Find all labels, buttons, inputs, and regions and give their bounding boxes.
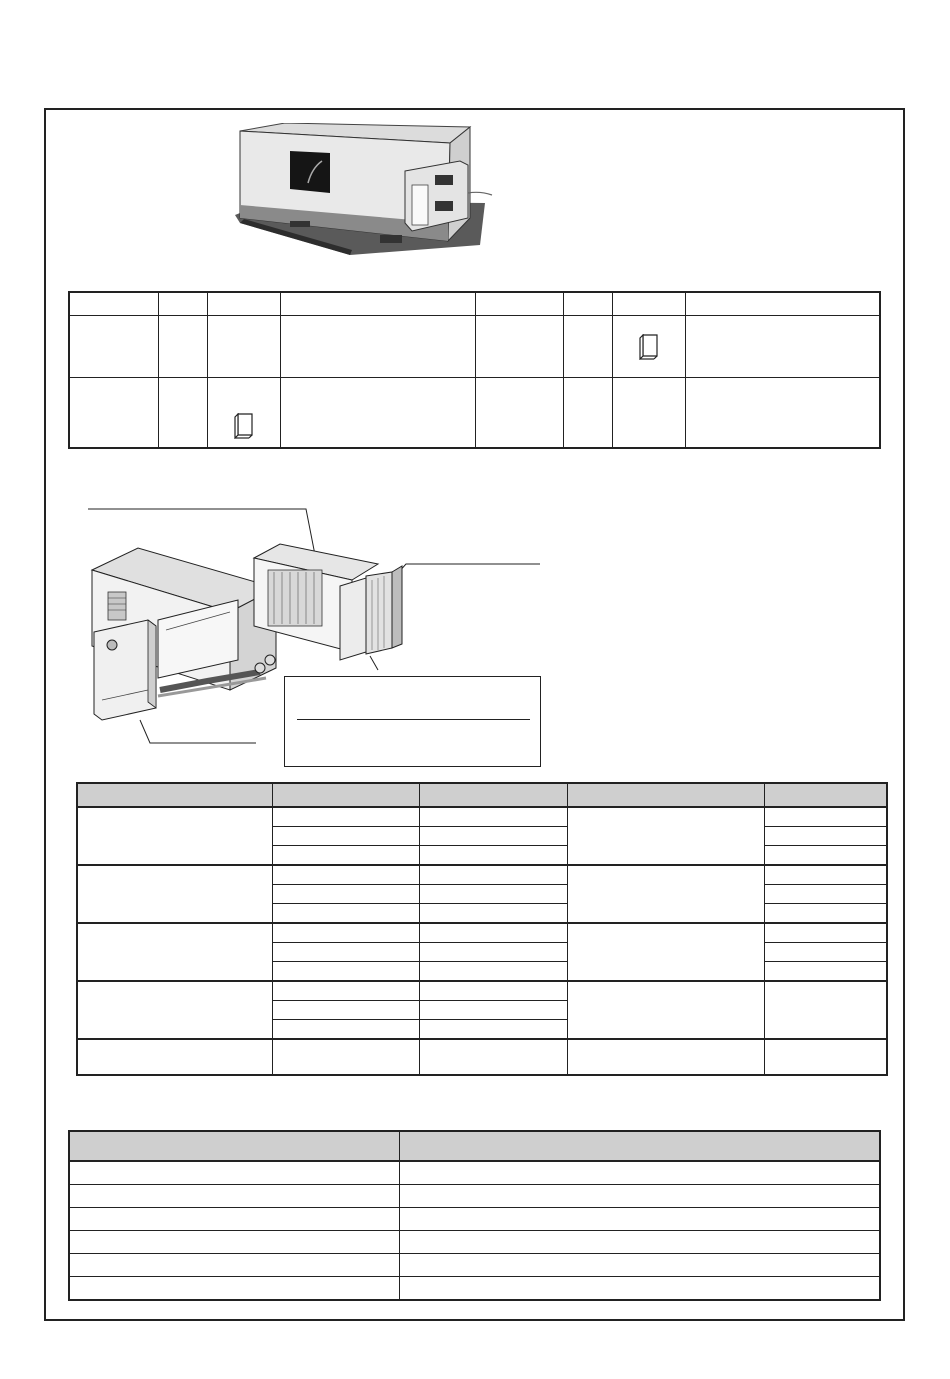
table-cell	[764, 943, 887, 962]
table-row	[69, 316, 880, 378]
table-header-row	[69, 292, 880, 316]
table-cell	[272, 1020, 419, 1040]
table-cell	[764, 885, 887, 904]
table-header-cell	[685, 292, 880, 316]
table-cell	[399, 1185, 880, 1208]
table-header-cell	[69, 1131, 399, 1161]
table-cell	[419, 846, 567, 866]
table-cell	[69, 378, 158, 449]
table-header-cell	[272, 783, 419, 807]
table-cell	[399, 1208, 880, 1231]
table-cell	[272, 943, 419, 962]
table-header-cell	[419, 783, 567, 807]
table-cell	[475, 316, 563, 378]
table-cell	[419, 1039, 567, 1075]
table-cell	[567, 1039, 764, 1075]
table-cell	[419, 943, 567, 962]
table-cell	[158, 316, 207, 378]
specification-table	[76, 782, 888, 1076]
table-cell	[272, 904, 419, 924]
table-cell	[69, 1254, 399, 1277]
book-icon	[208, 413, 280, 439]
table-header-cell	[280, 292, 475, 316]
table-cell	[475, 378, 563, 449]
unit-photo	[230, 123, 495, 258]
table-cell	[764, 865, 887, 885]
table-cell	[563, 316, 612, 378]
table-header-cell	[567, 783, 764, 807]
table-header-cell	[69, 292, 158, 316]
table-cell	[272, 865, 419, 885]
model-list-table	[68, 291, 881, 449]
table-cell	[764, 1039, 887, 1075]
table-header-cell	[612, 292, 685, 316]
table-row	[77, 807, 887, 827]
table-cell	[272, 846, 419, 866]
table-cell	[419, 1001, 567, 1020]
table-cell	[764, 981, 887, 1039]
table-cell	[567, 807, 764, 865]
table-cell	[69, 1161, 399, 1185]
table-row	[77, 981, 887, 1001]
table-header-cell	[77, 783, 272, 807]
book-icon	[613, 334, 685, 360]
table-header-cell	[764, 783, 887, 807]
table-row	[69, 1208, 880, 1231]
table-cell	[272, 962, 419, 982]
group-label-cell	[77, 865, 272, 923]
table-header-row	[77, 783, 887, 807]
table-row	[69, 1254, 880, 1277]
table-cell	[280, 316, 475, 378]
table-cell	[419, 981, 567, 1001]
table-cell	[272, 807, 419, 827]
table-row	[77, 923, 887, 943]
table-cell	[272, 923, 419, 943]
callout-box	[284, 676, 541, 767]
table-header-cell	[475, 292, 563, 316]
table-cell	[272, 827, 419, 846]
table-header-cell	[399, 1131, 880, 1161]
table-cell	[764, 807, 887, 827]
table-cell	[207, 378, 280, 449]
table-cell	[567, 865, 764, 923]
table-cell	[419, 962, 567, 982]
table-cell	[419, 904, 567, 924]
table-header-cell	[207, 292, 280, 316]
accessory-table	[68, 1130, 881, 1301]
table-cell	[419, 807, 567, 827]
table-cell	[69, 1277, 399, 1301]
table-cell	[764, 962, 887, 982]
group-label-cell	[77, 807, 272, 865]
table-cell	[158, 378, 207, 449]
group-label-cell	[77, 923, 272, 981]
table-cell	[272, 885, 419, 904]
table-cell	[567, 923, 764, 981]
table-cell	[69, 1231, 399, 1254]
table-cell	[612, 378, 685, 449]
table-cell	[419, 865, 567, 885]
table-row	[77, 1039, 887, 1075]
table-cell	[69, 1208, 399, 1231]
table-cell	[419, 1020, 567, 1040]
table-cell	[419, 885, 567, 904]
table-cell	[612, 316, 685, 378]
table-cell	[764, 904, 887, 924]
table-cell	[419, 827, 567, 846]
table-cell	[685, 316, 880, 378]
table-header-cell	[563, 292, 612, 316]
table-cell	[272, 981, 419, 1001]
table-cell	[764, 827, 887, 846]
table-row	[69, 1185, 880, 1208]
table-cell	[567, 981, 764, 1039]
table-cell	[272, 1039, 419, 1075]
table-cell	[69, 316, 158, 378]
table-cell	[272, 1001, 419, 1020]
table-cell	[69, 1185, 399, 1208]
table-row	[69, 1277, 880, 1301]
group-label-cell	[77, 981, 272, 1039]
table-cell	[563, 378, 612, 449]
table-row	[77, 865, 887, 885]
table-cell	[685, 378, 880, 449]
table-cell	[399, 1254, 880, 1277]
callout-divider	[297, 719, 530, 720]
table-cell	[419, 923, 567, 943]
table-cell	[764, 923, 887, 943]
table-cell	[764, 846, 887, 866]
table-row	[69, 1161, 880, 1185]
table-cell	[399, 1231, 880, 1254]
table-header-row	[69, 1131, 880, 1161]
table-row	[69, 1231, 880, 1254]
group-label-cell	[77, 1039, 272, 1075]
table-header-cell	[158, 292, 207, 316]
table-cell	[280, 378, 475, 449]
table-cell	[207, 316, 280, 378]
table-cell	[399, 1277, 880, 1301]
table-row	[69, 378, 880, 449]
table-cell	[399, 1161, 880, 1185]
